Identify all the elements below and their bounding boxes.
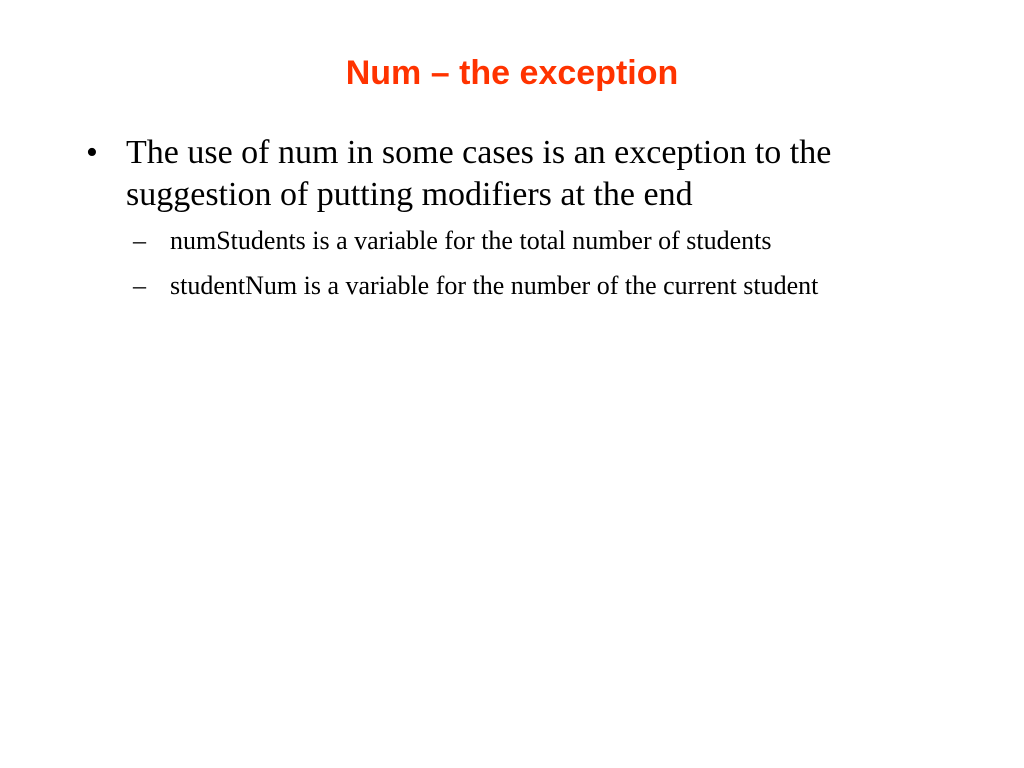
sub-bullet-item <box>126 269 916 303</box>
bullet-item <box>86 132 916 216</box>
bullet-text: The use of num in some cases is an exception to the suggestion of putting modifiers at the end <box>126 134 832 213</box>
sub-bullet-text: studentNum is a variable for the number of the current student <box>170 271 819 300</box>
sub-bullet-item <box>126 224 916 258</box>
slide-content <box>86 132 916 314</box>
sub-bullet-marker: – <box>133 226 146 255</box>
sub-bullet-text: numStudents is a variable for the total number of students <box>170 226 772 255</box>
slide-title: Num – the exception <box>345 54 679 92</box>
bullet-marker: • <box>86 134 98 171</box>
sub-bullet-marker: – <box>133 271 146 300</box>
